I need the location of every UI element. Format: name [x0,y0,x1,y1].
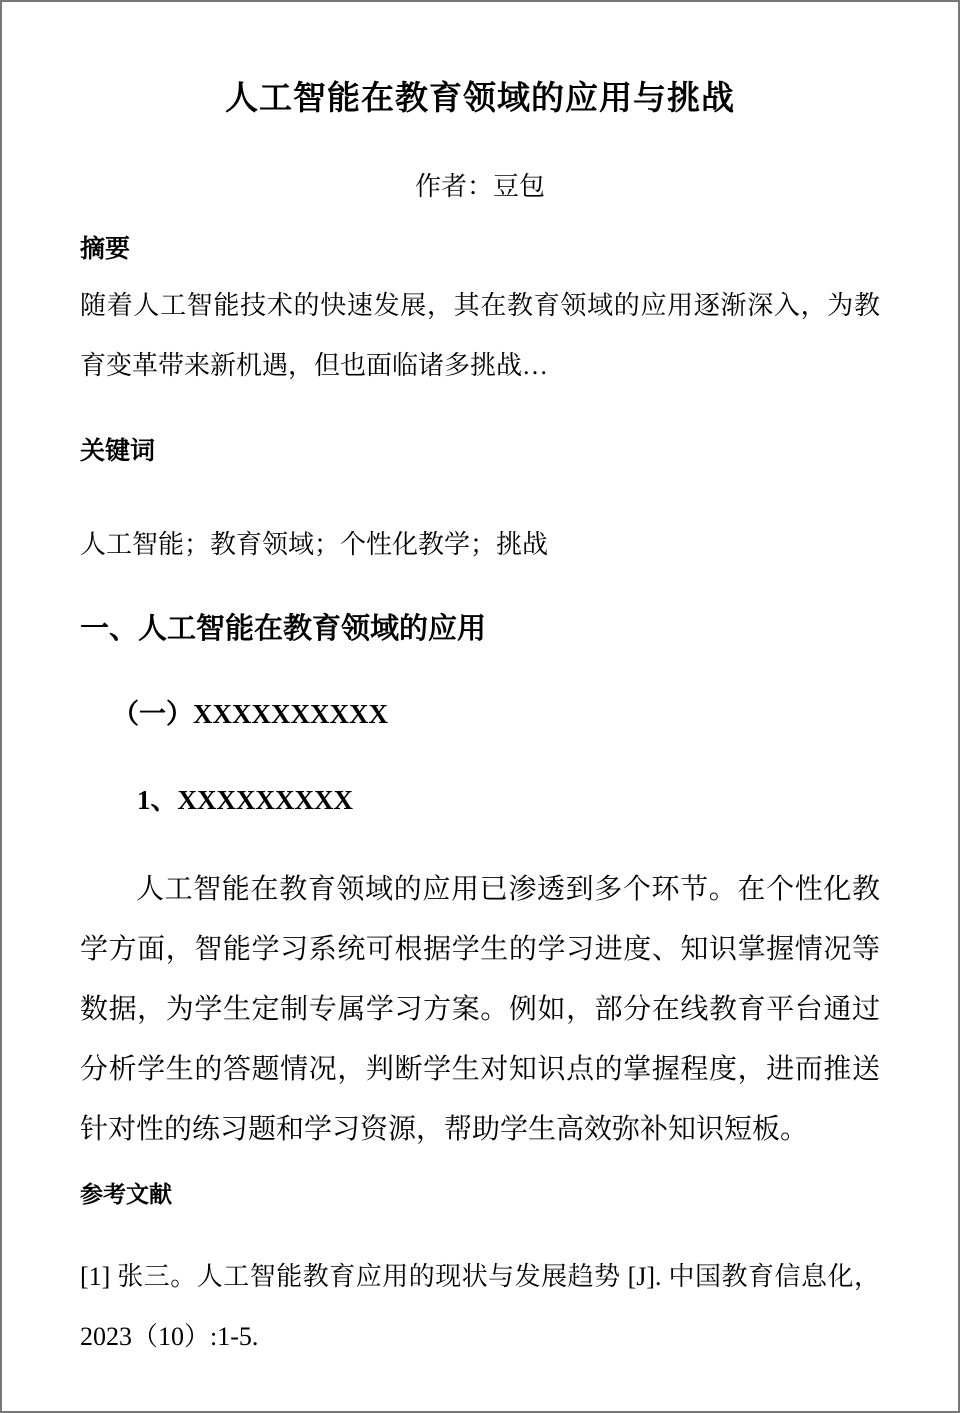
subsection1-heading: （一）XXXXXXXXXX [112,699,388,729]
body-paragraph: 人工智能在教育领域的应用已渗透到多个环节。在个性化教学方面，智能学习系统可根据学生的学习进度、知识掌握情况等数据，为学生定制专属学习方案。例如，部分在线教育平台通过分析学生的答题情况，判断学生对知识点的掌握程度，进而推送针对性的练习题和学习资源，帮助学生高效弥补知识短板。 [80,874,880,1145]
abstract-heading: 摘要 [80,236,131,263]
keywords-text: 人工智能；教育领域；个性化教学；挑战 [80,530,549,559]
reference-item: [1] 张三。人工智能教育应用的现状与发展趋势 [J]. 中国教育信息化，2023（10）:1-5. [80,1262,880,1351]
references-heading: 参考文献 [80,1181,172,1207]
abstract-text: 随着人工智能技术的快速发展，其在教育领域的应用逐渐深入，为教育变革带来新机遇，但也面临诸多挑战… [80,291,880,380]
section1-heading: 一、人工智能在教育领域的应用 [80,613,487,645]
document-content [2,76,958,1367]
keywords-heading: 关键词 [80,438,156,465]
document-title: 人工智能在教育领域的应用与挑战 [225,79,735,116]
author-line: 作者：豆包 [414,172,545,201]
subsubsection1-heading: 1、XXXXXXXXX [137,785,353,815]
